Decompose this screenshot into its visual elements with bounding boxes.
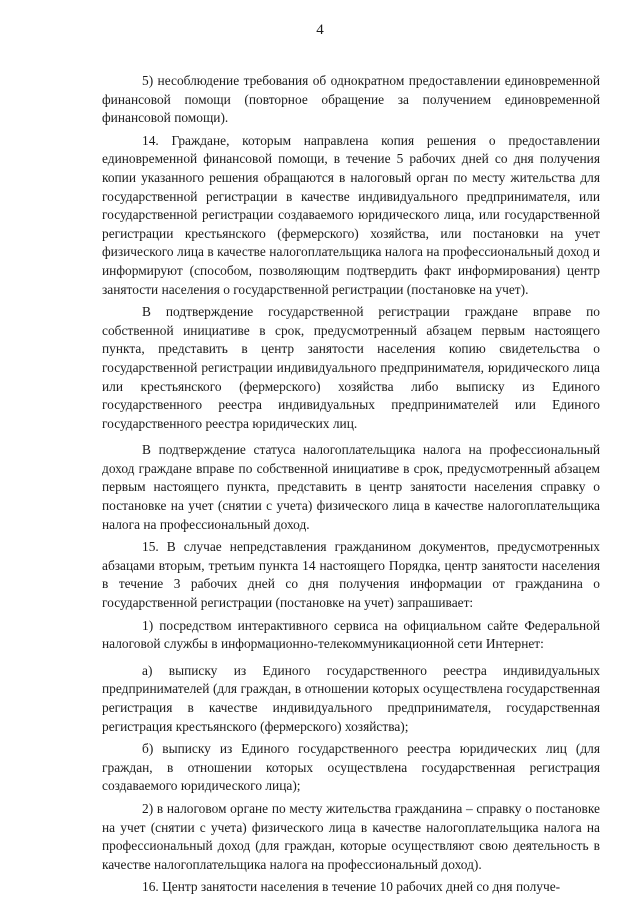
paragraph-subitem-a: а) выписку из Единого государственного реестра индивидуальных предпринимателей (для граждан, в отношении которых осуществлена государственная регистрация в качестве индивидуального предпринимателя, государственная регистрация крестьянского (фермерского) хозяйства); (102, 662, 600, 734)
paragraph-subitem-b: б) выписку из Единого государственного реестра юридических лиц (для граждан, в отношении которых осуществлена государственная регистрация создаваемого юридического лица); (102, 741, 600, 794)
paragraph-clause-14: 14. Граждане, которым направлена копия решения о предоставлении единовременной финансовой помощи, в течение 5 рабочих дней со дня получения копии указанного решения обращаются в налоговый орган по месту жительства для государственной регистрации в качестве индивидуального предпринимателя, или государственной регистрации создаваемого юридического лица, или государственной регистрации крестьянского (фермерского) хозяйства, или постановки на учет физического лица в качестве налогоплательщика налога на профессиональный доход и информируют (способом, позволяющим подтвердить факт информирования) центр занятости населения о государственной регистрации (постановке на учет). (102, 132, 600, 297)
paragraph-clause-16: 16. Центр занятости населения в течение 10 рабочих дней со дня получе- (142, 879, 561, 895)
paragraph-clause-15: 15. В случае непредставления гражданином документов, предусмотренных абзацами вторым, третьим пункта 14 настоящего Порядка, центр занятости населения в течение 3 рабочих дней со дня получения информации от гражданина о государственной регистрации (постановке на учет) запрашивает: (102, 539, 600, 611)
document-body (102, 72, 600, 897)
paragraph-registration-confirmation: В подтверждение государственной регистрации граждане вправе по собственной инициативе в срок, предусмотренный абзацем первым настоящего пункта, представить в центр занятости населения копию свидетельства о государственной регистрации индивидуального предпринимателя, юридического лица или крестьянского (фермерского) хозяйства либо выписку из Единого государственного реестра индивидуальных предпринимателей или Единого государственного реестра юридических лиц. (102, 304, 600, 431)
page-number: 4 (316, 22, 324, 38)
paragraph-item-5: 5) несоблюдение требования об однократном предоставлении единовременной финансовой помощи (повторное обращение за получением единовременной финансовой помощи). (102, 73, 600, 126)
paragraph-subitem-1: 1) посредством интерактивного сервиса на официальном сайте Федеральной налоговой службы в информационно-телекоммуникационной сети Интернет: (102, 617, 600, 652)
paragraph-tax-status-confirmation: В подтверждение статуса налогоплательщика налога на профессиональный доход граждане вправе по собственной инициативе в срок, предусмотренный абзацем первым настоящего пункта, представить в центр занятости населения справку о постановке на учет (снятии с учета) физического лица в качестве налогоплательщика налога на профессиональный доход. (102, 442, 600, 532)
paragraph-subitem-2: 2) в налоговом органе по месту жительства гражданина – справку о постановке на учет (снятии с учета) физического лица в качестве налогоплательщика налога на профессиональный доход (для граждан, которые осуществляют свою деятельность в качестве налогоплательщика налога на профессиональный доход). (102, 800, 600, 872)
